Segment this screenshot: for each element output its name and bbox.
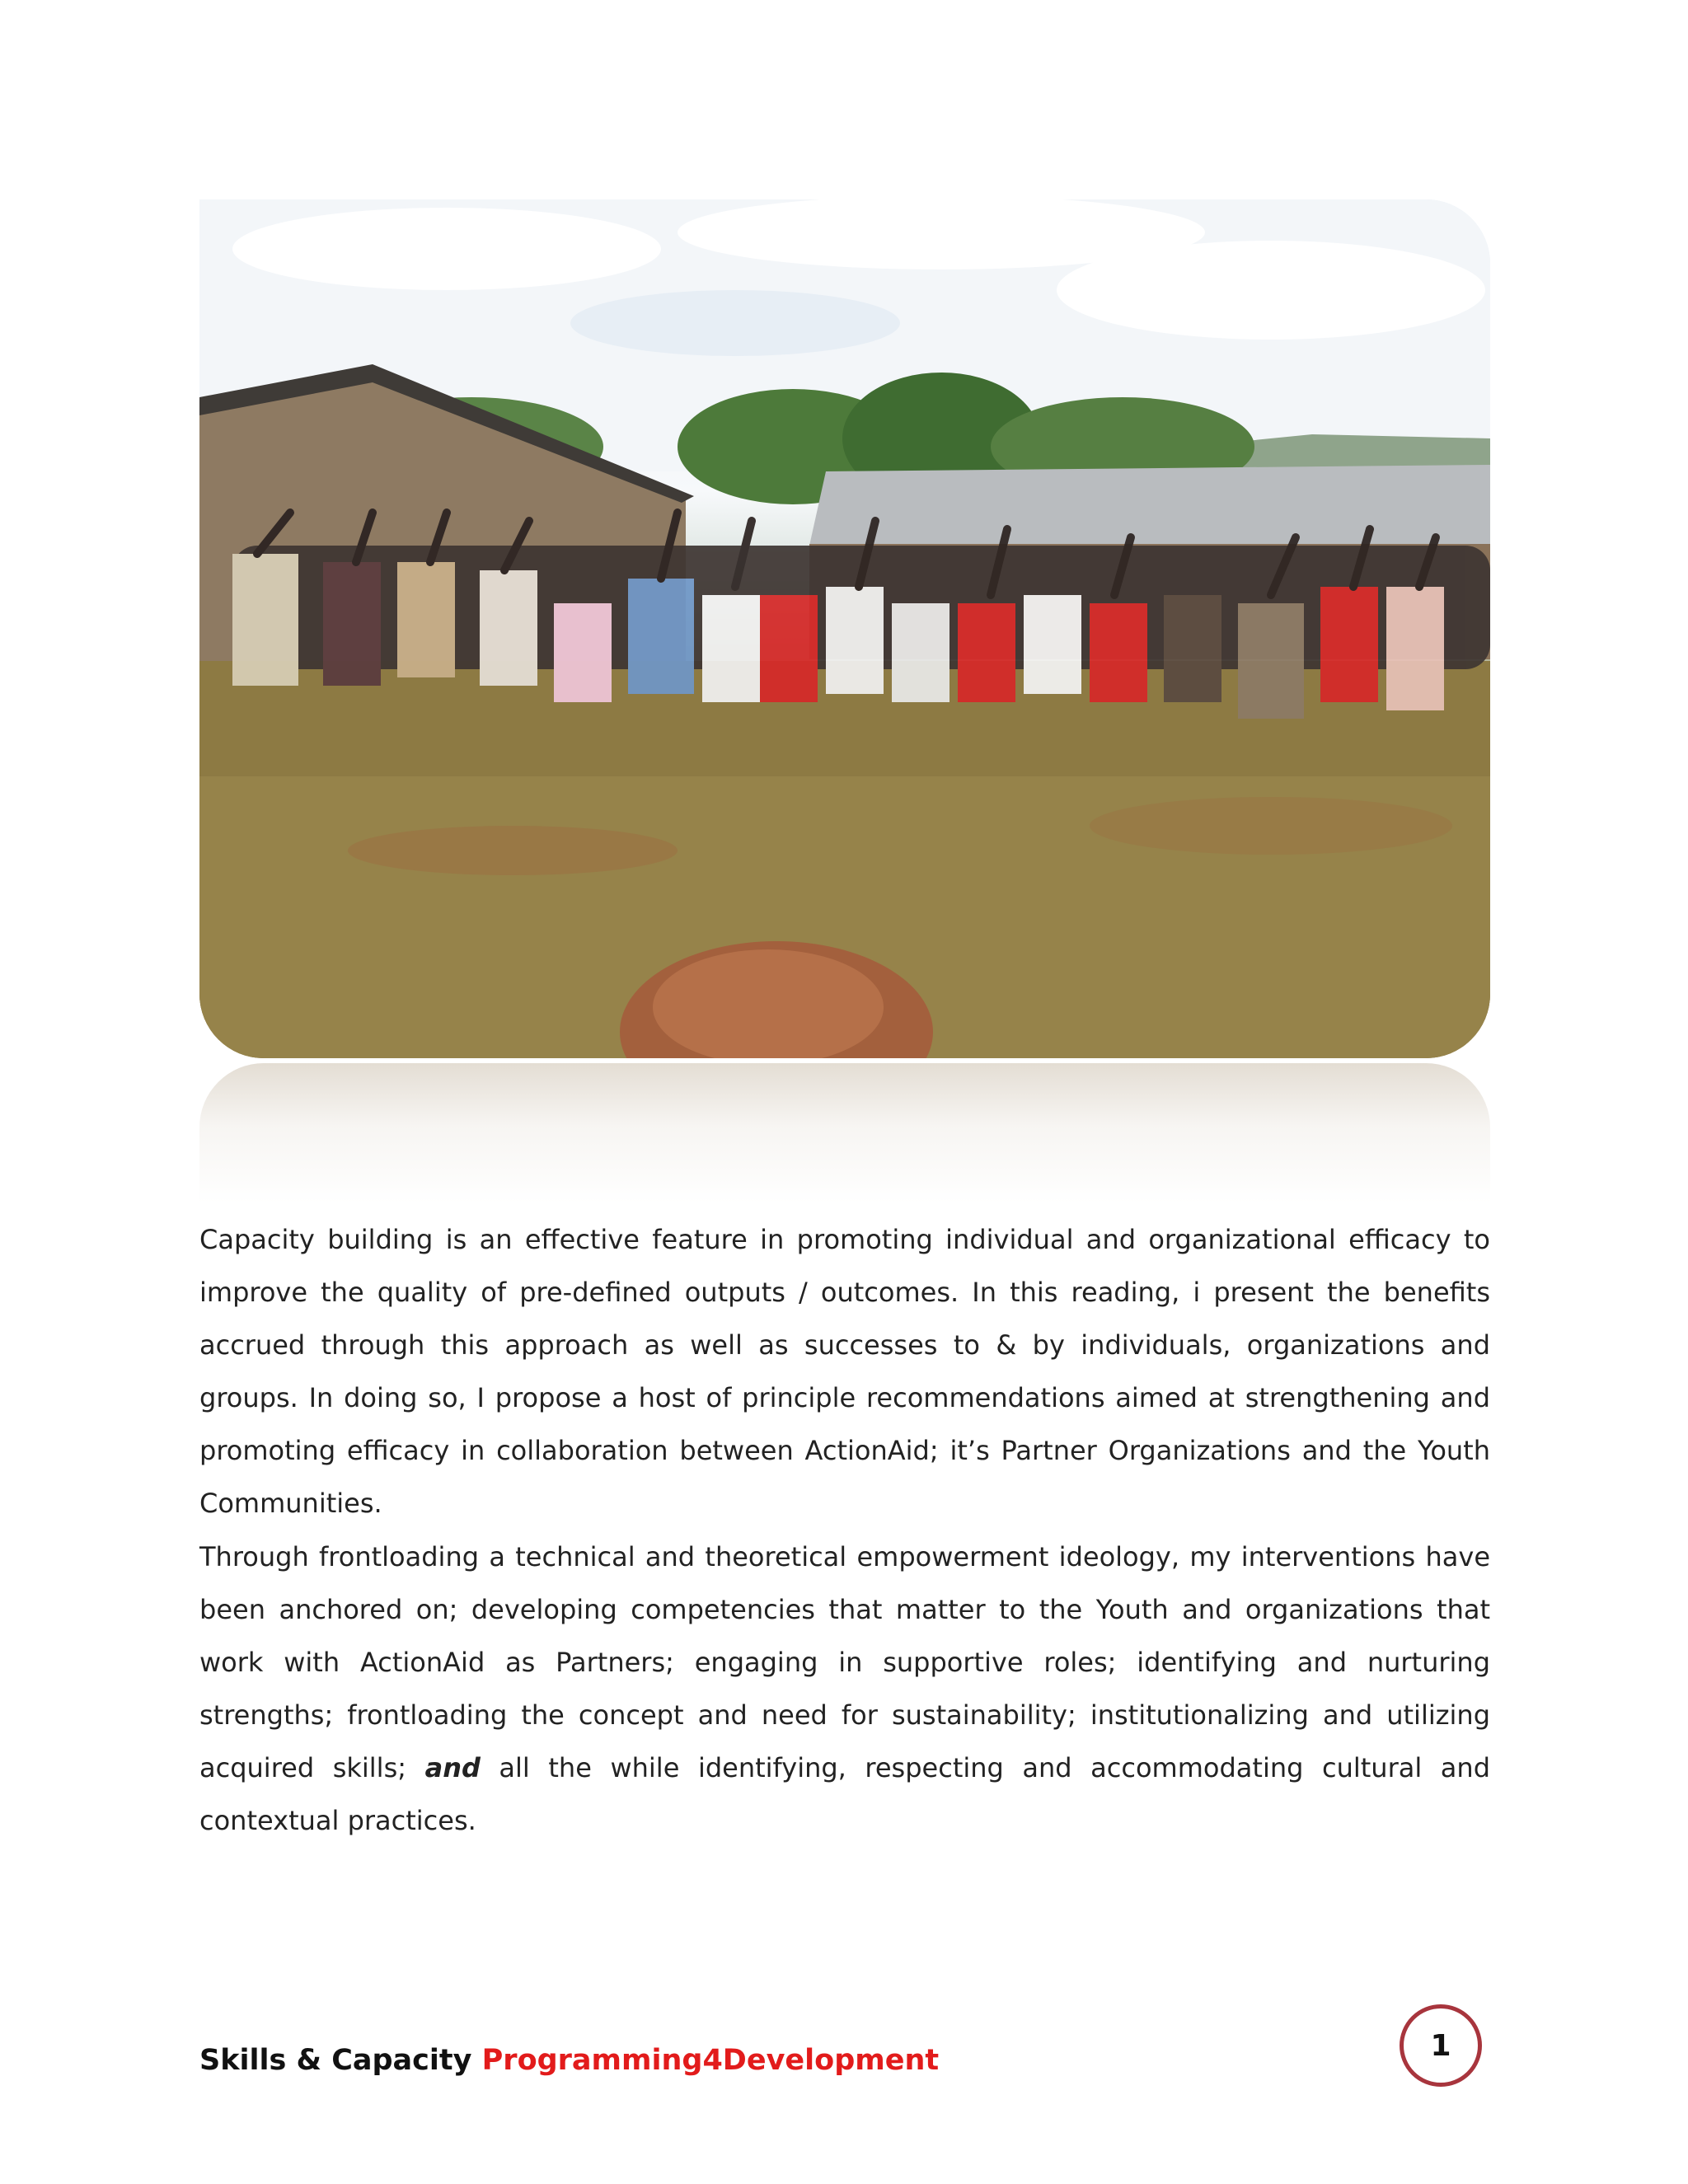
footer-brand: Programming4Development [481, 2044, 940, 2077]
group-photo [199, 199, 1490, 1058]
page-number: 1 [1400, 2004, 1482, 2087]
interventions-paragraph [199, 1530, 1490, 1847]
footer-title [199, 2044, 939, 2077]
emphasis-and: and [424, 1752, 481, 1783]
group-photo-illustration [199, 199, 1490, 1058]
intro-paragraph: Capacity building is an effective feature in promoting individual and organizational efficacy to improve the quality of pre-defined outputs / outcomes. In this reading, i present the benefits accrued through this approach as well as successes to & by individuals, organizations and groups. In doing so, I propose a host of principle recommendations aimed at strengthening and promoting efficacy in collaboration between ActionAid; it’s Partner Organizations and the Youth Communities. [199, 1224, 1490, 1519]
footer-title-text: Skills & Capacity [199, 2044, 482, 2077]
photo-reflection [199, 1063, 1490, 1203]
interventions-text-start: Through frontloading a technical and theoretical empowerment ideology, my interventions have been anchored on; developing competencies that matter to the Youth and organizations that work with ActionAid as Partners; engaging in supportive roles; identifying and nurturing strengths; frontloading the concept and need for sustainability; institutionalizing and utilizing acquired skills; [199, 1541, 1490, 1783]
interventions-text-end: all the while identifying, respecting and accommodating cultural and contextual practices. [199, 1752, 1491, 1836]
